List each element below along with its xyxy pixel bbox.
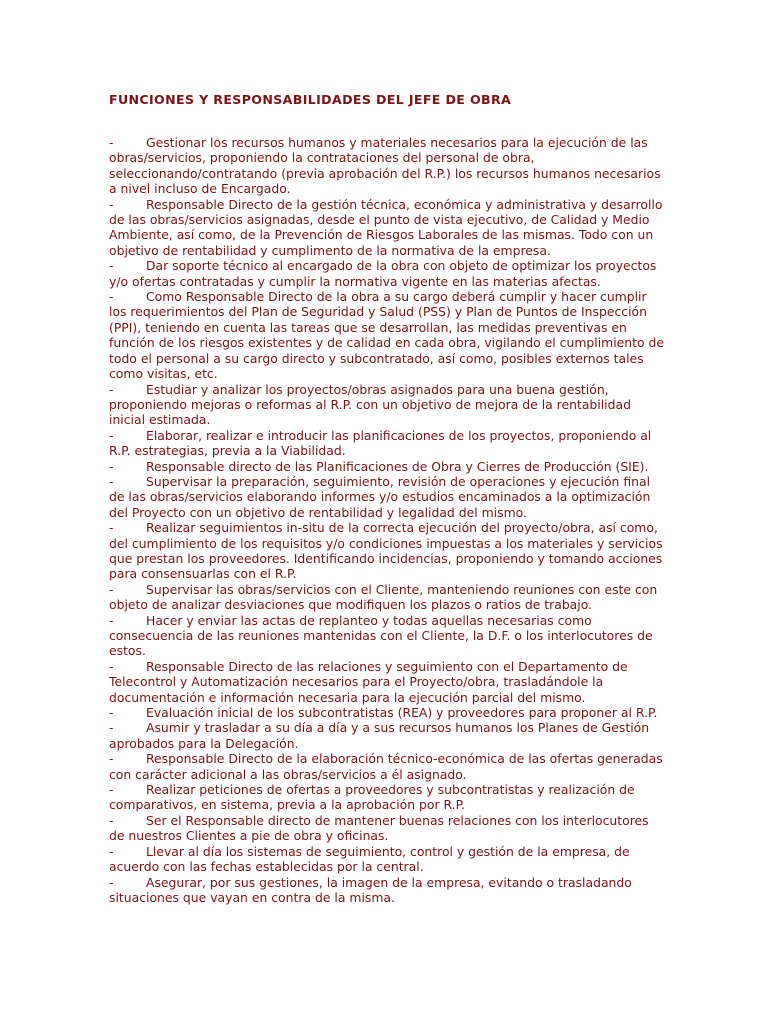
bullet-dash: - bbox=[109, 581, 114, 597]
list-item-text: Responsable Directo de la gestión técnica, económica y administrativa y desarrollo de las obras/servicios asignadas, desde el punto de vista ejecutivo, de Calidad y Medio Ambiente, así como, de la Prevención de Riesgos Laborales de las mismas. Todo con un objetivo de rentabilidad y cumplimento de la normativa de la empresa. bbox=[109, 196, 663, 258]
list-item-text: Realizar peticiones de ofertas a proveedores y subcontratistas y realización de comparativos, en sistema, previa a la aprobación por R.P. bbox=[109, 782, 635, 813]
list-item bbox=[109, 613, 665, 659]
responsibilities-list bbox=[109, 135, 665, 905]
list-item bbox=[109, 659, 665, 705]
bullet-dash: - bbox=[109, 705, 114, 721]
list-item bbox=[109, 844, 665, 875]
document-page bbox=[109, 0, 665, 905]
bullet-dash: - bbox=[109, 874, 114, 890]
bullet-dash: - bbox=[109, 135, 114, 150]
list-item-text: Responsable Directo de las relaciones y seguimiento con el Departamento de Telecontrol y Automatización necesarios para el Proyecto/obra, trasladándole la documentación e información necesaria para la ejecución parcial del mismo. bbox=[109, 658, 628, 705]
bullet-dash: - bbox=[109, 658, 114, 674]
bullet-dash: - bbox=[109, 289, 114, 305]
list-item bbox=[109, 428, 665, 459]
list-item-text: Supervisar las obras/servicios con el Cliente, manteniendo reuniones con este con objeto de analizar desviaciones que modifiquen los plazos o ratios de trabajo. bbox=[109, 581, 658, 613]
list-item-text: Hacer y enviar las actas de replanteo y todas aquellas necesarias como consecuencia de las reuniones mantenidas con el Cliente, la D.F. o los interlocutores de estos. bbox=[109, 612, 653, 659]
list-item bbox=[109, 289, 665, 381]
list-item-text: Asegurar, por sus gestiones, la imagen de la empresa, evitando o trasladando situaciones que vayan en contra de la misma. bbox=[109, 874, 632, 905]
list-item bbox=[109, 520, 665, 582]
list-item-text: Supervisar la preparación, seguimiento, revisión de operaciones y ejecución final de las obras/servicios elaborando informes y/o estudios encaminados a la optimización del Proyecto con un objetivo de rentabilidad y legalidad del mismo. bbox=[109, 473, 651, 520]
list-item-text: Responsable directo de las Planificaciones de Obra y Cierres de Producción (SIE). bbox=[146, 458, 649, 474]
document-title: FUNCIONES Y RESPONSABILIDADES DEL JEFE DE OBRA bbox=[109, 92, 512, 107]
bullet-dash: - bbox=[109, 751, 114, 767]
list-item-text: Elaborar, realizar e introducir las planificaciones de los proyectos, proponiendo al R.P. estrategias, previa a la Viabilidad. bbox=[109, 427, 652, 459]
list-item-text: Evaluación inicial de los subcontratistas (REA) y proveedores para proponer al R.P. bbox=[146, 705, 658, 721]
list-item bbox=[109, 705, 665, 720]
bullet-dash: - bbox=[109, 520, 114, 536]
list-item-text: Ser el Responsable directo de mantener buenas relaciones con los interlocutores de nuestros Clientes a pie de obra y oficinas. bbox=[109, 812, 649, 844]
list-item-text: Gestionar los recursos humanos y materiales necesarios para la ejecución de las obras/servicios, proponiendo la contrataciones del personal de obra, seleccionando/contratando (previa aprobación del R.P.) los recursos humanos necesarios a nivel incluso de Encargado. bbox=[109, 135, 661, 197]
list-item-text: Asumir y trasladar a su día a día y a sus recursos humanos los Planes de Gestión aprobados para la Delegación. bbox=[109, 720, 650, 751]
bullet-dash: - bbox=[109, 258, 114, 274]
list-item-text: Llevar al día los sistemas de seguimiento, control y gestión de la empresa, de acuerdo con las fechas establecidas por la central. bbox=[109, 843, 630, 875]
list-item bbox=[109, 382, 665, 428]
bullet-dash: - bbox=[109, 843, 114, 859]
list-item-text: Como Responsable Directo de la obra a su cargo deberá cumplir y hacer cumplir los requerimientos del Plan de Seguridad y Salud (PSS) y Plan de Puntos de Inspección (PPI), teniendo en cuenta las tareas que se desarrollan, las medidas preventivas en función de los riesgos existentes y de calidad en cada obra, vigilando el cumplimiento de todo el personal a su cargo directo y subcontratado, así como, posibles externos tales como visitas, etc. bbox=[109, 289, 665, 382]
list-item-text: Dar soporte técnico al encargado de la obra con objeto de optimizar los proyectos y/o ofertas contratadas y cumplir la normativa vigente en las materias afectas. bbox=[109, 258, 657, 289]
bullet-dash: - bbox=[109, 720, 114, 736]
bullet-dash: - bbox=[109, 782, 114, 798]
list-item bbox=[109, 582, 665, 613]
bullet-dash: - bbox=[109, 612, 114, 628]
list-item bbox=[109, 813, 665, 844]
list-item bbox=[109, 875, 665, 906]
list-item bbox=[109, 258, 665, 289]
bullet-dash: - bbox=[109, 473, 114, 489]
list-item bbox=[109, 474, 665, 520]
bullet-dash: - bbox=[109, 458, 114, 474]
bullet-dash: - bbox=[109, 812, 114, 828]
bullet-dash: - bbox=[109, 196, 114, 212]
list-item bbox=[109, 782, 665, 813]
list-item bbox=[109, 135, 665, 197]
list-item bbox=[109, 751, 665, 782]
bullet-dash: - bbox=[109, 427, 114, 443]
list-item bbox=[109, 459, 665, 474]
bullet-dash: - bbox=[109, 381, 114, 397]
list-item-text: Realizar seguimientos in-situ de la correcta ejecución del proyecto/obra, así como, del cumplimiento de los requisitos y/o condiciones impuestas a los materiales y servicios que prestan los proveedores. Identificando incidencias, proponiendo y tomando acciones para consensuarlas con el R.P. bbox=[109, 520, 663, 582]
list-item-text: Responsable Directo de la elaboración técnico-económica de las ofertas generadas con carácter adicional a las obras/servicios a él asignado. bbox=[109, 751, 663, 782]
list-item bbox=[109, 197, 665, 259]
list-item bbox=[109, 720, 665, 751]
list-item-text: Estudiar y analizar los proyectos/obras asignados para una buena gestión, proponiendo mejoras o reformas al R.P. con un objetivo de mejora de la rentabilidad inicial estimada. bbox=[109, 381, 631, 428]
